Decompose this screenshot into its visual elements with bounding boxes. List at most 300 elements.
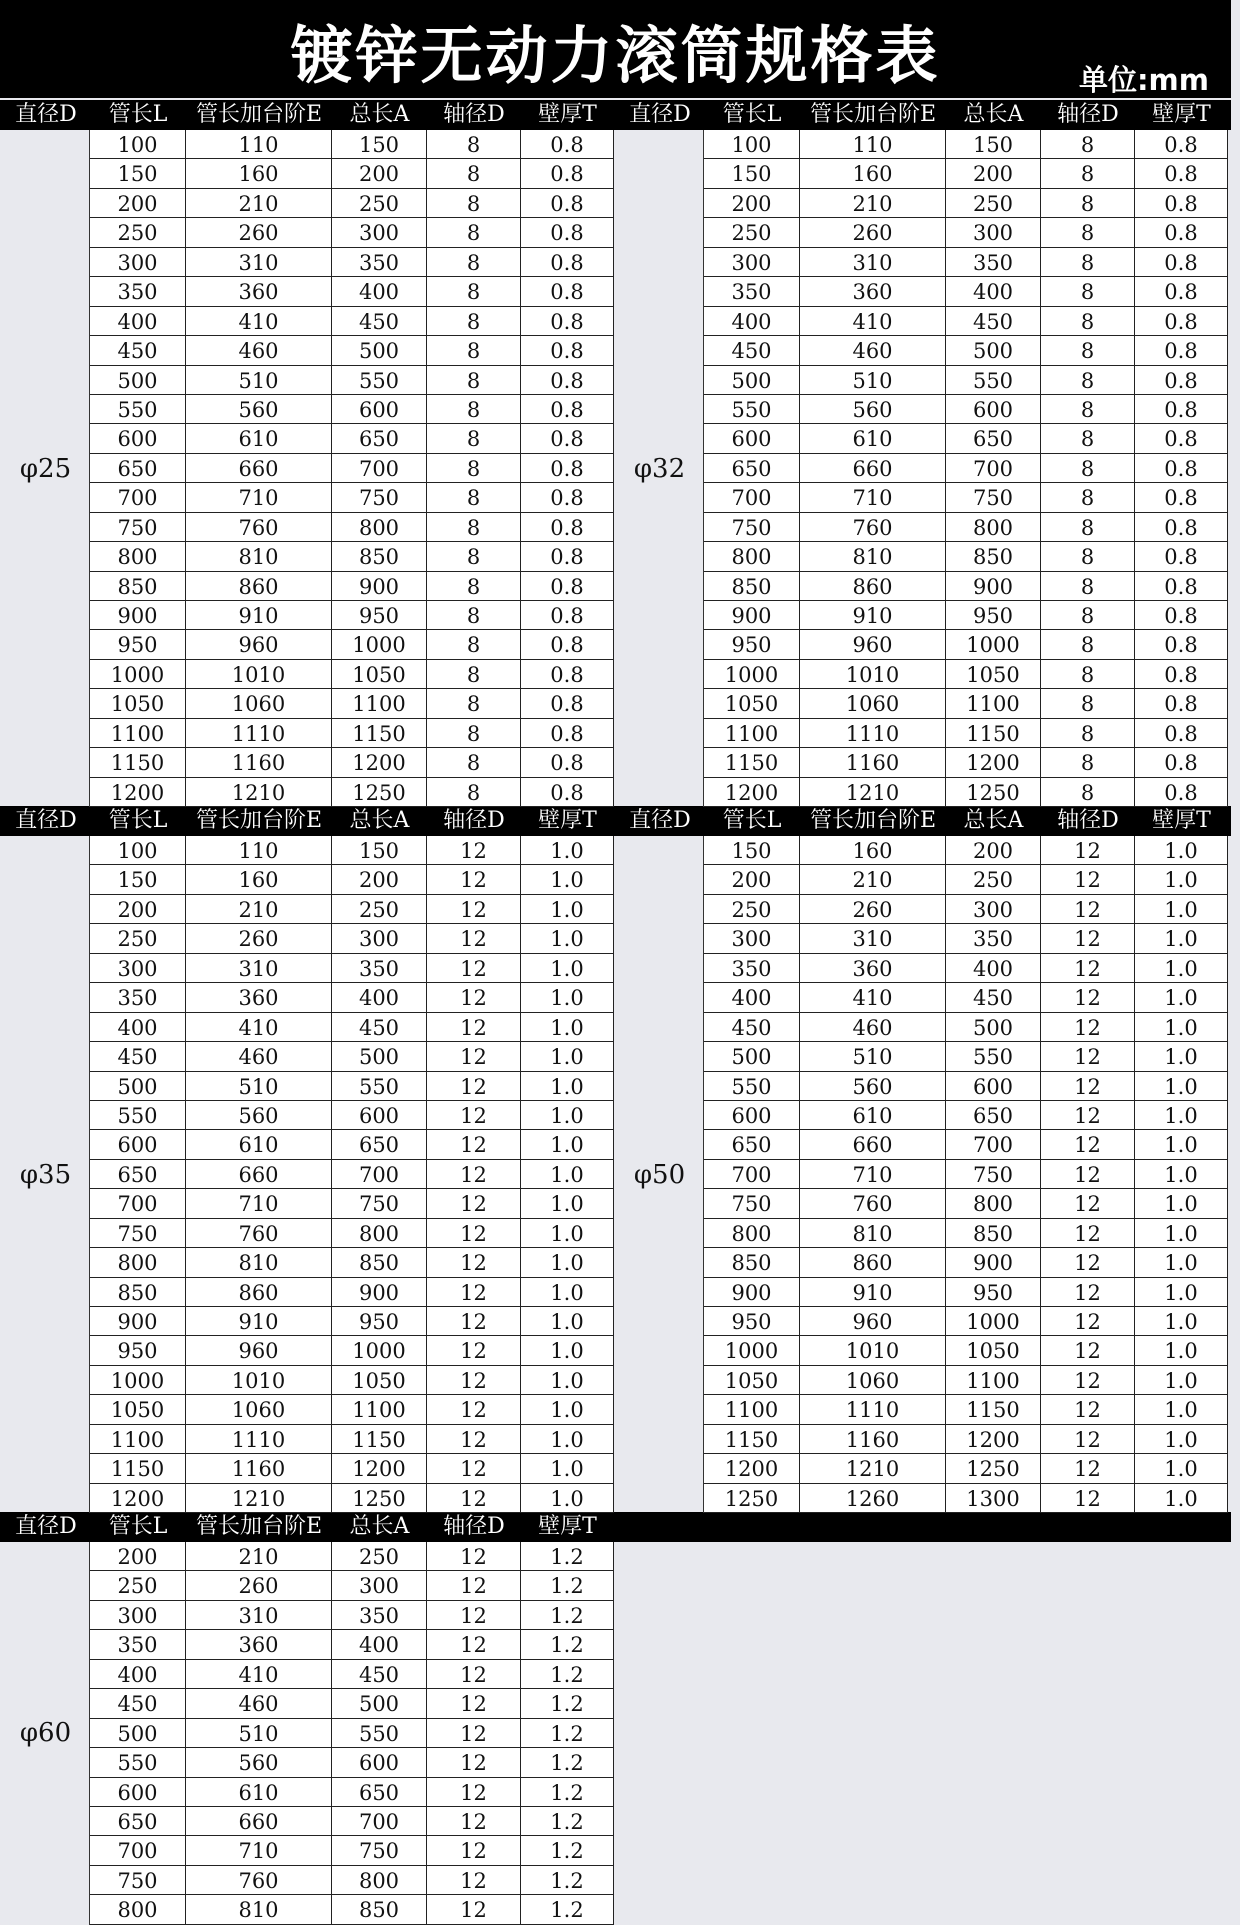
table-cell: 260 [800, 218, 946, 247]
table-cell: 12 [1041, 1189, 1135, 1218]
table-cell: 850 [332, 542, 427, 571]
table-cell: 12 [427, 1660, 521, 1689]
column-header: 轴径D [1057, 102, 1119, 127]
table-cell: 510 [186, 366, 332, 395]
table-cell: 1.0 [521, 1395, 614, 1424]
table-cell: 600 [90, 1778, 186, 1807]
table-cell: 12 [427, 1101, 521, 1130]
table-cell: 8 [427, 601, 521, 630]
table-cell: 310 [186, 1601, 332, 1630]
table-cell: 500 [332, 1042, 427, 1071]
table-cell: 1160 [800, 1425, 946, 1454]
table-cell: 750 [946, 483, 1041, 512]
table-cell: 450 [90, 336, 186, 365]
table-cell: 1.0 [1135, 1366, 1228, 1395]
table-cell: 1300 [946, 1484, 1041, 1513]
table-cell: 700 [90, 483, 186, 512]
table-cell: 8 [1041, 630, 1135, 659]
table-cell: 250 [90, 218, 186, 247]
table-cell: 250 [90, 1571, 186, 1600]
table-cell: 1.0 [521, 1278, 614, 1307]
table-cell: 1200 [332, 748, 427, 777]
table-cell: 710 [186, 1189, 332, 1218]
table-cell: 350 [704, 277, 800, 306]
table-cell: 12 [1041, 1336, 1135, 1365]
table-cell: 8 [1041, 218, 1135, 247]
table-cell: 900 [704, 1278, 800, 1307]
table-cell: 1.0 [1135, 1307, 1228, 1336]
table-cell: 1200 [946, 1425, 1041, 1454]
table-cell: 1010 [186, 660, 332, 689]
table-cell: 0.8 [521, 277, 614, 306]
table-cell: 12 [427, 1189, 521, 1218]
table-cell: 450 [332, 307, 427, 336]
diameter-cell [2, 1542, 90, 1925]
column-header: 直径D [15, 1514, 77, 1539]
table-cell: 300 [90, 954, 186, 983]
table-cell: 1000 [332, 1336, 427, 1365]
table-cell: 460 [800, 1013, 946, 1042]
table-cell: 960 [186, 1336, 332, 1365]
table-cell: 0.8 [521, 689, 614, 718]
table-cell: 450 [332, 1660, 427, 1689]
table-cell: 650 [90, 1160, 186, 1189]
table-cell: 1150 [90, 748, 186, 777]
column-header: 壁厚T [1152, 808, 1211, 833]
table-cell: 660 [186, 1160, 332, 1189]
table-cell: 8 [1041, 689, 1135, 718]
table-cell: 950 [946, 601, 1041, 630]
table-cell: 1.0 [1135, 983, 1228, 1012]
table-cell: 0.8 [1135, 336, 1228, 365]
table-cell: 1.0 [1135, 1160, 1228, 1189]
table-cell: 1060 [186, 1395, 332, 1424]
table-cell: 1.0 [521, 1013, 614, 1042]
table-cell: 1.0 [521, 1454, 614, 1483]
header-row [0, 806, 1231, 836]
table-cell: 12 [1041, 1072, 1135, 1101]
table-cell: 710 [186, 1836, 332, 1865]
table-cell: 600 [946, 395, 1041, 424]
table-cell: 1210 [800, 778, 946, 807]
table-cell: 1.2 [521, 1689, 614, 1718]
table-cell: 800 [90, 1895, 186, 1924]
table-cell: 160 [800, 836, 946, 865]
table-cell: 8 [1041, 159, 1135, 188]
table-cell: 8 [427, 689, 521, 718]
column-header: 壁厚T [538, 808, 597, 833]
table-cell: 610 [186, 424, 332, 453]
table-cell: 1100 [704, 719, 800, 748]
table-cell: 250 [704, 895, 800, 924]
table-cell: 410 [186, 1660, 332, 1689]
table-cell: 600 [90, 424, 186, 453]
table-cell: 700 [332, 1807, 427, 1836]
column-header: 总长A [963, 808, 1024, 833]
table-cell: 1.2 [521, 1836, 614, 1865]
table-cell: 410 [186, 1013, 332, 1042]
table-cell: 200 [332, 865, 427, 894]
table-cell: 410 [800, 983, 946, 1012]
table-cell: 8 [1041, 130, 1135, 159]
table-cell: 350 [90, 983, 186, 1012]
diameter-cell [616, 130, 704, 807]
table-cell: 350 [90, 1630, 186, 1659]
table-cell: 910 [186, 1307, 332, 1336]
table-cell: 1200 [90, 778, 186, 807]
table-cell: 8 [1041, 277, 1135, 306]
table-cell: 300 [704, 248, 800, 277]
table-cell: 1.0 [1135, 1425, 1228, 1454]
table-cell: 200 [704, 865, 800, 894]
table-cell: 550 [90, 1748, 186, 1777]
table-cell: 1.0 [521, 1042, 614, 1071]
table-cell: 650 [332, 424, 427, 453]
table-cell: 500 [946, 1013, 1041, 1042]
table-cell: 200 [946, 836, 1041, 865]
table-cell: 12 [427, 1307, 521, 1336]
table-cell: 610 [186, 1778, 332, 1807]
table-cell: 0.8 [1135, 660, 1228, 689]
table-cell: 12 [427, 895, 521, 924]
table-cell: 150 [332, 836, 427, 865]
table-cell: 12 [427, 1366, 521, 1395]
table-cell: 12 [1041, 924, 1135, 953]
table-cell: 1160 [800, 748, 946, 777]
table-cell: 12 [1041, 983, 1135, 1012]
table-cell: 0.8 [521, 159, 614, 188]
table-cell: 1.0 [521, 1307, 614, 1336]
table-cell: 950 [90, 1336, 186, 1365]
table-cell: 1060 [186, 689, 332, 718]
column-header: 壁厚T [538, 1514, 597, 1539]
column-header: 管长加台阶E [195, 1514, 323, 1539]
table-cell: 700 [90, 1836, 186, 1865]
table-cell: 150 [90, 865, 186, 894]
table-cell: 1110 [800, 1395, 946, 1424]
table-cell: 250 [946, 865, 1041, 894]
table-cell: 650 [90, 454, 186, 483]
table-cell: 900 [332, 1278, 427, 1307]
table-cell: 900 [946, 1248, 1041, 1277]
table-cell: 660 [800, 1130, 946, 1159]
table-cell: 8 [427, 336, 521, 365]
table-cell: 800 [332, 513, 427, 542]
table-cell: 1260 [800, 1484, 946, 1513]
table-cell: 350 [704, 954, 800, 983]
table-cell: 0.8 [1135, 424, 1228, 453]
table-cell: 0.8 [1135, 277, 1228, 306]
table-cell: 300 [332, 1571, 427, 1600]
table-cell: 0.8 [521, 719, 614, 748]
table-cell: 12 [427, 1836, 521, 1865]
table-cell: 710 [186, 483, 332, 512]
table-cell: 1.2 [521, 1895, 614, 1924]
table-cell: 1060 [800, 689, 946, 718]
column-header: 管长加台阶E [195, 102, 323, 127]
table-cell: 610 [800, 1101, 946, 1130]
table-cell: 500 [90, 366, 186, 395]
table-cell: 450 [704, 336, 800, 365]
table-cell: 800 [332, 1866, 427, 1895]
table-cell: 400 [946, 954, 1041, 983]
table-cell: 0.8 [521, 395, 614, 424]
diameter-cell [616, 836, 704, 1513]
table-cell: 12 [427, 1895, 521, 1924]
table-cell: 12 [1041, 1425, 1135, 1454]
table-cell: 1.0 [1135, 1101, 1228, 1130]
table-cell: 12 [427, 865, 521, 894]
table-cell: 1100 [332, 1395, 427, 1424]
table-cell: 1.0 [1135, 1484, 1228, 1513]
table-cell: 760 [186, 513, 332, 542]
table-cell: 1.0 [521, 924, 614, 953]
table-cell: 210 [186, 895, 332, 924]
table-cell: 12 [427, 1278, 521, 1307]
table-cell: 0.8 [1135, 159, 1228, 188]
table-cell: 760 [800, 1189, 946, 1218]
table-cell: 1.2 [521, 1807, 614, 1836]
table-cell: 8 [427, 248, 521, 277]
table-cell: 260 [800, 895, 946, 924]
column-header: 管长L [722, 102, 782, 127]
table-cell: 660 [186, 1807, 332, 1836]
table-cell: 12 [427, 1719, 521, 1748]
table-cell: 1150 [704, 748, 800, 777]
table-cell: 150 [946, 130, 1041, 159]
table-cell: 1050 [704, 1366, 800, 1395]
column-header: 管长L [108, 808, 168, 833]
table-cell: 1100 [332, 689, 427, 718]
table-cell: 510 [800, 366, 946, 395]
table-cell: 1.0 [521, 1189, 614, 1218]
column-header: 直径D [629, 808, 691, 833]
table-cell: 300 [90, 248, 186, 277]
table-cell: 500 [332, 1689, 427, 1718]
table-cell: 700 [946, 1130, 1041, 1159]
table-cell: 160 [186, 159, 332, 188]
table-cell: 8 [427, 424, 521, 453]
table-cell: 210 [186, 1542, 332, 1571]
table-cell: 400 [704, 307, 800, 336]
table-cell: 12 [427, 1248, 521, 1277]
table-cell: 750 [332, 1189, 427, 1218]
table-cell: 500 [90, 1719, 186, 1748]
table-cell: 0.8 [521, 660, 614, 689]
table-cell: 450 [704, 1013, 800, 1042]
table-cell: 1.0 [521, 1248, 614, 1277]
table-cell: 12 [1041, 1219, 1135, 1248]
table-cell: 8 [427, 130, 521, 159]
table-cell: 1.0 [521, 1072, 614, 1101]
table-cell: 350 [332, 248, 427, 277]
table-cell: 550 [946, 366, 1041, 395]
table-cell: 1100 [90, 1425, 186, 1454]
table-cell: 0.8 [1135, 719, 1228, 748]
table-cell: 100 [90, 130, 186, 159]
table-cell: 210 [800, 189, 946, 218]
table-cell: 12 [427, 1542, 521, 1571]
table-cell: 610 [800, 424, 946, 453]
table-cell: 8 [427, 513, 521, 542]
header-row [0, 100, 1231, 130]
table-cell: 8 [1041, 542, 1135, 571]
table-cell: 8 [1041, 189, 1135, 218]
table-cell: 0.8 [1135, 189, 1228, 218]
table-cell: 8 [1041, 748, 1135, 777]
table-cell: 810 [186, 1895, 332, 1924]
table-cell: 0.8 [521, 542, 614, 571]
table-cell: 12 [1041, 954, 1135, 983]
table-cell: 360 [800, 277, 946, 306]
table-cell: 850 [332, 1895, 427, 1924]
table-cell: 550 [90, 395, 186, 424]
table-cell: 1150 [90, 1454, 186, 1483]
table-cell: 800 [332, 1219, 427, 1248]
table-cell: 750 [90, 1219, 186, 1248]
table-cell: 1210 [186, 1484, 332, 1513]
table-cell: 900 [332, 572, 427, 601]
table-cell: 12 [1041, 1454, 1135, 1483]
table-cell: 310 [800, 924, 946, 953]
table-cell: 350 [332, 954, 427, 983]
table-cell: 12 [427, 1807, 521, 1836]
table-cell: 1150 [704, 1425, 800, 1454]
table-cell: 850 [90, 1278, 186, 1307]
table-cell: 1010 [800, 1336, 946, 1365]
table-cell: 1100 [90, 719, 186, 748]
table-cell: 110 [186, 836, 332, 865]
table-cell: 1.0 [521, 954, 614, 983]
table-cell: 360 [186, 983, 332, 1012]
table-cell: 8 [427, 778, 521, 807]
table-cell: 1250 [946, 1454, 1041, 1483]
table-cell: 1.2 [521, 1542, 614, 1571]
table-cell: 460 [186, 1689, 332, 1718]
table-cell: 900 [704, 601, 800, 630]
table-cell: 400 [332, 983, 427, 1012]
table-cell: 1.2 [521, 1601, 614, 1630]
table-cell: 12 [427, 1042, 521, 1071]
table-cell: 1.0 [521, 1366, 614, 1395]
table-cell: 1150 [332, 1425, 427, 1454]
table-cell: 600 [90, 1130, 186, 1159]
table-cell: 560 [186, 1748, 332, 1777]
table-cell: 0.8 [521, 336, 614, 365]
table-cell: 260 [186, 218, 332, 247]
table-cell: 560 [800, 1072, 946, 1101]
table-cell: 0.8 [521, 307, 614, 336]
table-cell: 0.8 [1135, 748, 1228, 777]
table-cell: 300 [946, 218, 1041, 247]
table-cell: 1.0 [1135, 836, 1228, 865]
table-cell: 700 [332, 1160, 427, 1189]
column-header: 总长A [963, 102, 1024, 127]
table-cell: 800 [704, 1219, 800, 1248]
table-cell: 250 [332, 1542, 427, 1571]
table-cell: 500 [90, 1072, 186, 1101]
table-cell: 260 [186, 1571, 332, 1600]
table-cell: 600 [704, 1101, 800, 1130]
table-cell: 0.8 [1135, 601, 1228, 630]
table-cell: 450 [332, 1013, 427, 1042]
table-cell: 950 [704, 630, 800, 659]
table-cell: 1.0 [1135, 1278, 1228, 1307]
table-cell: 1.2 [521, 1660, 614, 1689]
table-cell: 450 [946, 983, 1041, 1012]
table-cell: 750 [90, 513, 186, 542]
diameter-label: φ35 [19, 1159, 72, 1190]
table-cell: 12 [1041, 836, 1135, 865]
table-cell: 450 [946, 307, 1041, 336]
table-cell: 350 [946, 924, 1041, 953]
table-cell: 1.0 [521, 865, 614, 894]
page-title: 镀锌无动力滚筒规格表 [290, 19, 941, 92]
diameter-cell [2, 130, 90, 807]
table-cell: 950 [332, 601, 427, 630]
table-cell: 400 [90, 307, 186, 336]
table-cell: 12 [427, 1130, 521, 1159]
table-cell: 0.8 [521, 748, 614, 777]
table-cell: 8 [427, 630, 521, 659]
table-cell: 0.8 [1135, 130, 1228, 159]
table-cell: 250 [332, 895, 427, 924]
table-cell: 12 [427, 1219, 521, 1248]
table-cell: 600 [704, 424, 800, 453]
table-cell: 1160 [186, 1454, 332, 1483]
table-cell: 550 [332, 1719, 427, 1748]
table-cell: 0.8 [521, 248, 614, 277]
table-cell: 410 [800, 307, 946, 336]
table-cell: 8 [1041, 395, 1135, 424]
table-cell: 460 [186, 336, 332, 365]
table-cell: 550 [946, 1042, 1041, 1071]
table-cell: 500 [704, 366, 800, 395]
table-cell: 700 [704, 483, 800, 512]
table-cell: 1.0 [1135, 1219, 1228, 1248]
table-cell: 250 [90, 924, 186, 953]
table-cell: 1050 [332, 660, 427, 689]
table-cell: 400 [332, 1630, 427, 1659]
table-cell: 400 [946, 277, 1041, 306]
column-header: 管长L [722, 808, 782, 833]
table-cell: 12 [1041, 1278, 1135, 1307]
table-cell: 0.8 [521, 572, 614, 601]
table-cell: 8 [427, 719, 521, 748]
table-cell: 550 [704, 1072, 800, 1101]
table-cell: 1.0 [1135, 1454, 1228, 1483]
table-cell: 310 [800, 248, 946, 277]
table-cell: 0.8 [1135, 366, 1228, 395]
column-header: 管长L [108, 102, 168, 127]
table-cell: 460 [800, 336, 946, 365]
table-cell: 260 [186, 924, 332, 953]
table-cell: 200 [90, 1542, 186, 1571]
column-header: 总长A [349, 808, 410, 833]
table-cell: 0.8 [1135, 248, 1228, 277]
table-cell: 400 [90, 1660, 186, 1689]
table-cell: 12 [1041, 1130, 1135, 1159]
table-cell: 150 [704, 836, 800, 865]
table-cell: 710 [800, 1160, 946, 1189]
table-cell: 810 [186, 542, 332, 571]
table-cell: 0.8 [1135, 689, 1228, 718]
table-cell: 0.8 [1135, 307, 1228, 336]
table-cell: 850 [704, 572, 800, 601]
table-cell: 12 [1041, 1366, 1135, 1395]
table-cell: 1.0 [521, 1484, 614, 1513]
table-cell: 8 [427, 483, 521, 512]
